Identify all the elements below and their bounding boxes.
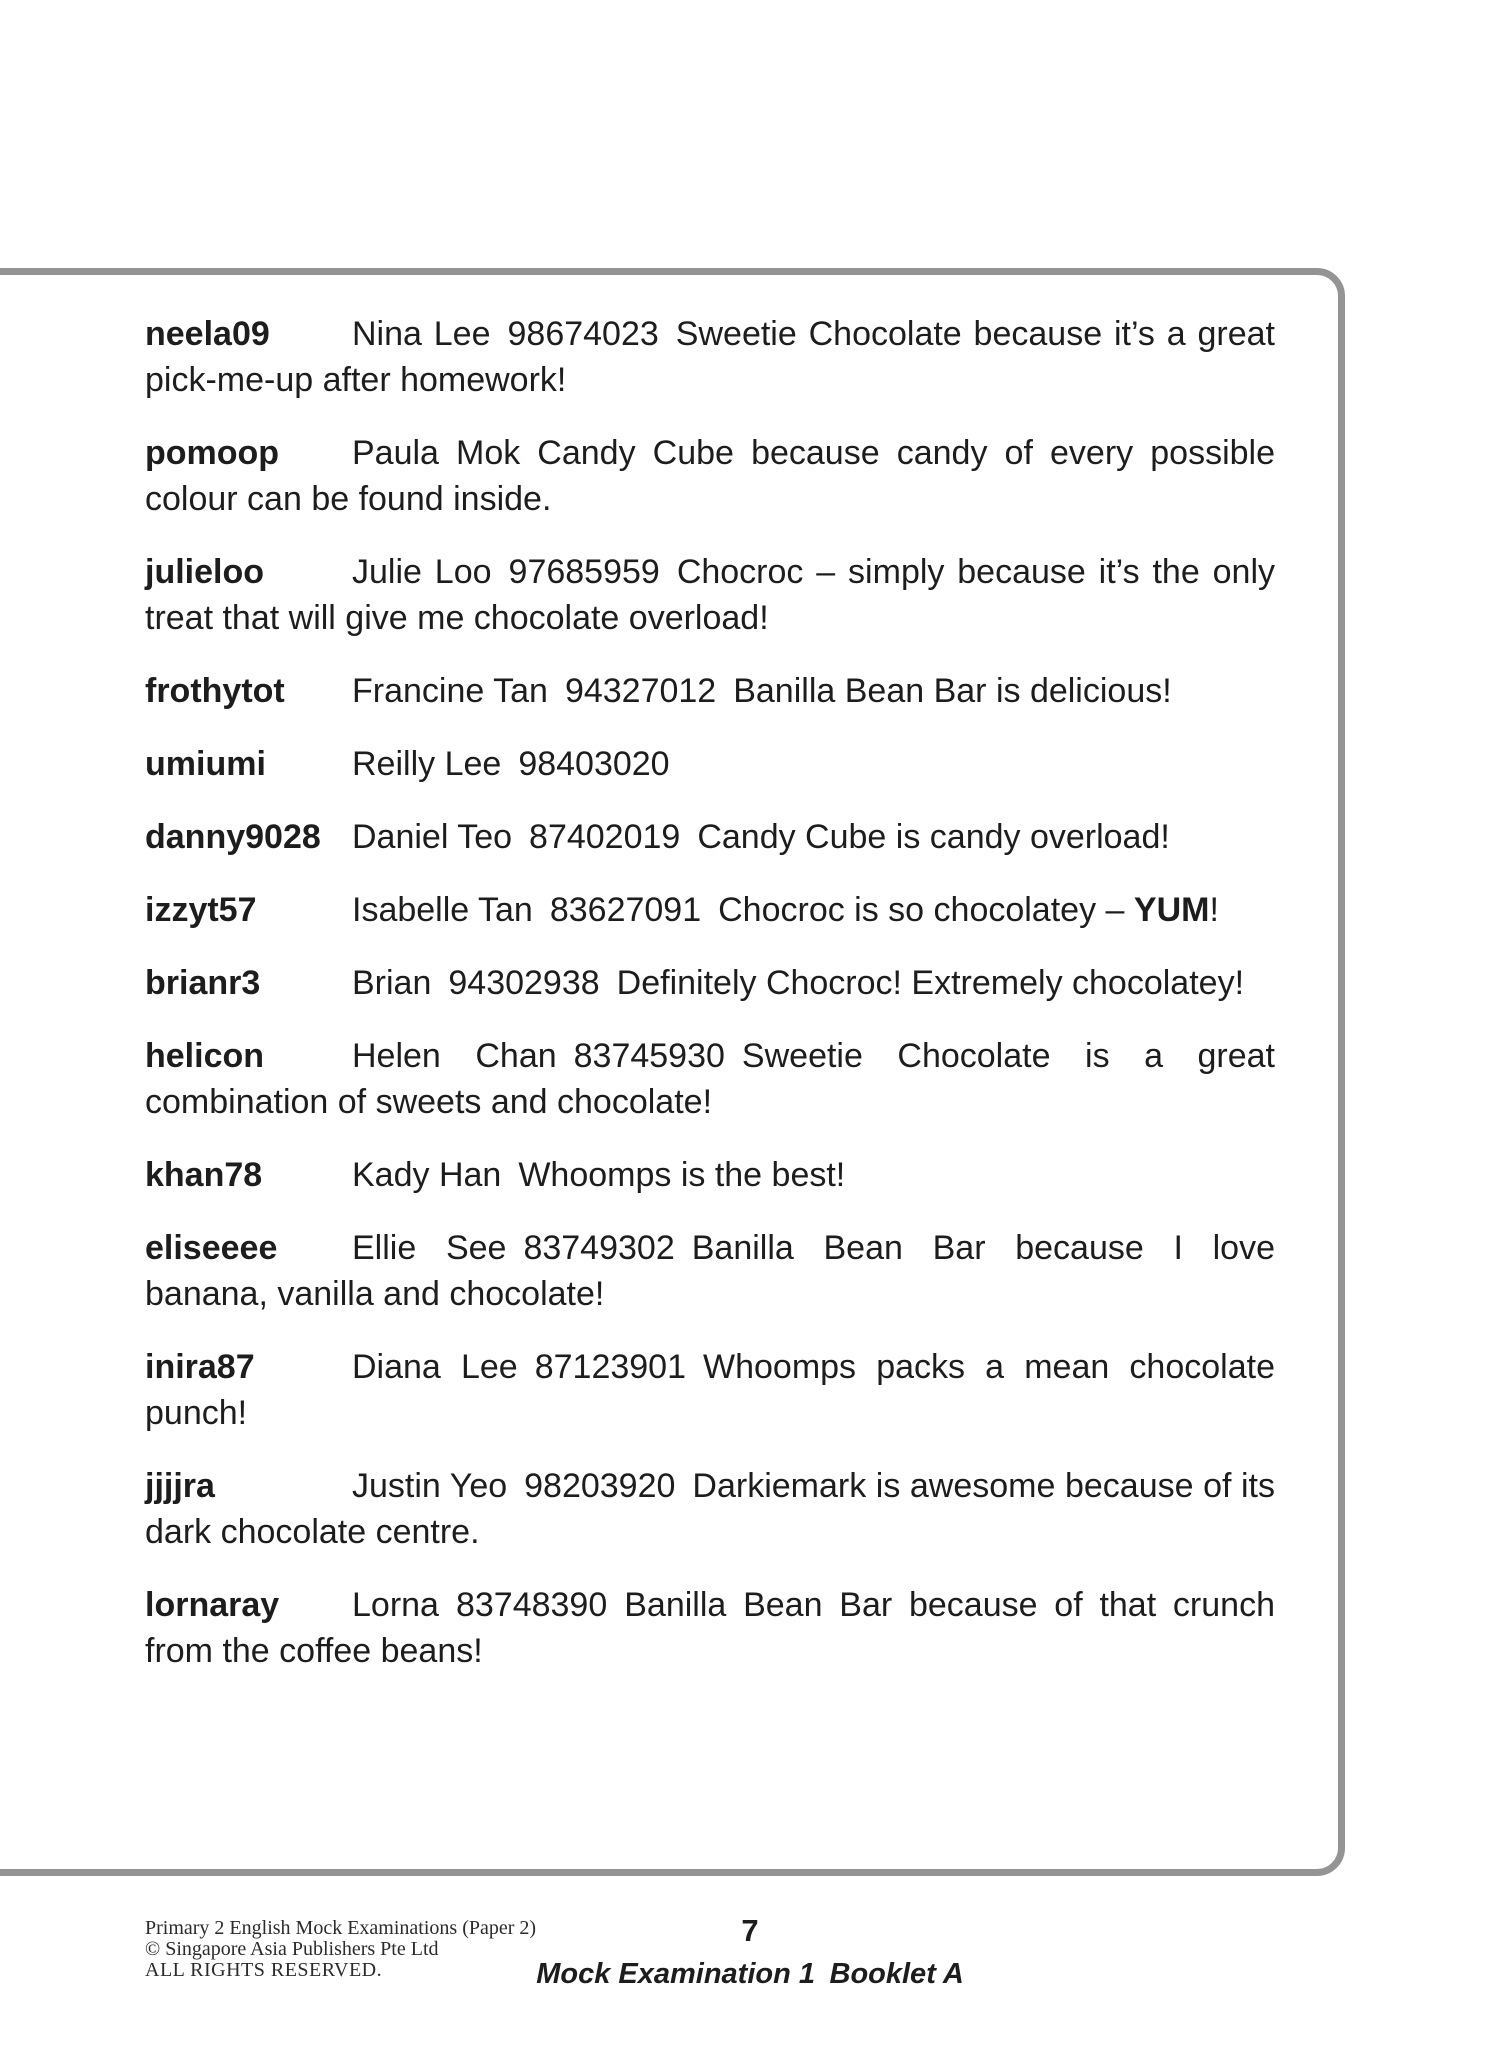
entry-text-segment: 98403020 xyxy=(518,745,670,783)
entry-text-segment: ! xyxy=(1209,891,1219,929)
entry-text-segment: Chocroc – simply because it’s the only treat that will give me chocolate overload! xyxy=(145,553,1275,637)
entry-username: khan78 xyxy=(145,1156,263,1194)
entry-row xyxy=(145,430,1275,522)
entry-text-segment: 94302938 xyxy=(448,964,600,1002)
imprint-line-1: Primary 2 English Mock Examinations (Paper 2) xyxy=(145,1917,537,1939)
entry-username: helicon xyxy=(145,1037,265,1075)
entry-username: umiumi xyxy=(145,745,266,783)
entry-username: eliseeee xyxy=(145,1229,278,1267)
entry-text-segment: Sweetie Chocolate because it’s a great pick-me-up after homework! xyxy=(145,315,1275,399)
entry-text-segment: Nina Lee xyxy=(352,315,491,353)
entry-text-segment: Lorna xyxy=(352,1586,439,1624)
entry-username: danny9028 xyxy=(145,818,321,856)
booklet-label: Mock Examination 1 Booklet A xyxy=(536,1958,964,1990)
entry-text-segment: Julie Loo xyxy=(352,553,492,591)
imprint-line-3: ALL RIGHTS RESERVED. xyxy=(145,1959,383,1981)
entry-text-segment: Paula Mok xyxy=(352,434,521,472)
entry-username: izzyt57 xyxy=(145,891,257,929)
entry-row xyxy=(145,1344,1275,1436)
entry-text-segment: Diana Lee xyxy=(352,1348,518,1386)
entry-text-segment: Justin Yeo xyxy=(352,1467,508,1505)
entry-text-segment: Kady Han xyxy=(352,1156,502,1194)
entry-row xyxy=(145,1582,1275,1674)
entry-text-segment: Whoomps packs a mean chocolate punch! xyxy=(145,1348,1275,1432)
entry-text-segment: Candy Cube is candy overload! xyxy=(697,818,1170,856)
page-number: 7 xyxy=(741,1913,759,1948)
entry-username: julieloo xyxy=(145,553,264,591)
entry-username: neela09 xyxy=(145,315,270,353)
entry-text-segment: Banilla Bean Bar because I love banana, vanilla and chocolate! xyxy=(145,1229,1275,1313)
entry-text-segment: Sweetie Chocolate is a great combination of sweets and chocolate! xyxy=(145,1037,1275,1121)
entry-row xyxy=(145,1152,1275,1198)
entry-username: lornaray xyxy=(145,1586,280,1624)
entry-username: brianr3 xyxy=(145,964,261,1002)
entry-row xyxy=(145,1033,1275,1125)
footer-center xyxy=(0,1914,1500,1990)
entry-text-segment: Banilla Bean Bar because of that crunch from the coffee beans! xyxy=(145,1586,1275,1670)
entry-text-segment: Darkiemark is awesome because of its dark chocolate centre. xyxy=(145,1467,1275,1551)
entry-details xyxy=(352,672,1172,710)
entry-row xyxy=(145,960,1275,1006)
entry-username: pomoop xyxy=(145,434,280,472)
entry-text-segment: Banilla Bean Bar is delicious! xyxy=(733,672,1172,710)
entry-text-segment: Reilly Lee xyxy=(352,745,502,783)
entry-row xyxy=(145,887,1275,933)
entry-username: jjjjra xyxy=(145,1467,215,1505)
entry-username: frothytot xyxy=(145,672,285,710)
entry-text-segment: 83748390 xyxy=(455,1586,608,1624)
entry-row xyxy=(145,668,1275,714)
entry-text-segment: 83749302 xyxy=(523,1229,675,1267)
entry-text-segment: Daniel Teo xyxy=(352,818,513,856)
entry-text-segment: 98674023 xyxy=(507,315,659,353)
entry-row xyxy=(145,311,1275,403)
entry-row xyxy=(145,549,1275,641)
entry-row xyxy=(145,741,1275,787)
entry-text-segment: 83627091 xyxy=(549,891,702,929)
imprint-line-2: © Singapore Asia Publishers Pte Ltd xyxy=(145,1938,439,1960)
entry-text-segment: Brian xyxy=(352,964,432,1002)
entry-text-segment: 87402019 xyxy=(529,818,681,856)
entry-details xyxy=(352,1156,845,1194)
entry-row xyxy=(145,1225,1275,1317)
entry-row xyxy=(145,814,1275,860)
entry-text-segment: 83745930 xyxy=(573,1037,725,1075)
entry-text-segment: Francine Tan xyxy=(352,672,548,710)
entry-text-segment: 97685959 xyxy=(508,553,660,591)
entry-details xyxy=(352,891,1219,929)
entry-text-segment: Helen Chan xyxy=(352,1037,557,1075)
content-border-box xyxy=(0,268,1345,1876)
entry-text-segment: Whoomps is the best! xyxy=(518,1156,846,1194)
entry-text-segment: 98203920 xyxy=(524,1467,676,1505)
entry-text-segment: 94327012 xyxy=(564,672,717,710)
entry-text-segment: Definitely Chocroc! Extremely chocolatey! xyxy=(616,964,1245,1002)
entry-details xyxy=(352,818,1170,856)
entry-comment-bold: YUM xyxy=(1133,891,1210,929)
entry-username: inira87 xyxy=(145,1348,255,1386)
entry-text-segment: Chocroc is so chocolatey – xyxy=(718,891,1134,929)
entry-text-segment: Isabelle Tan xyxy=(352,891,533,929)
entry-details xyxy=(352,745,670,783)
entries-list xyxy=(0,275,1275,1674)
entry-details xyxy=(352,964,1244,1002)
entry-text-segment: Ellie See xyxy=(352,1229,507,1267)
entry-row xyxy=(145,1463,1275,1555)
entry-text-segment: 87123901 xyxy=(534,1348,686,1386)
entry-text-segment: Candy Cube because candy of every possible colour can be found inside. xyxy=(145,434,1275,518)
